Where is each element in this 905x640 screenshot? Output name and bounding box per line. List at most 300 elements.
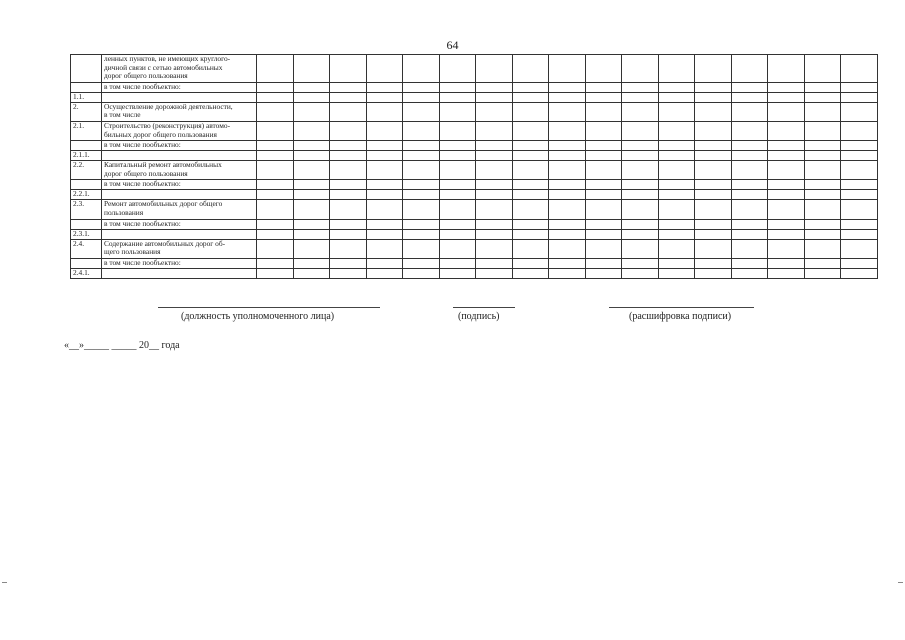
value-cell [366,121,403,140]
value-cell [841,229,878,239]
value-cell [512,92,549,102]
value-cell [512,219,549,229]
value-cell [512,82,549,92]
value-cell [257,92,294,102]
value-cell [512,141,549,151]
value-cell [512,121,549,140]
row-number-cell: 2.3. [71,200,102,219]
value-cell [658,258,695,268]
table-row [71,151,878,161]
table-row [71,258,878,268]
value-cell [658,82,695,92]
value-cell [658,55,695,83]
value-cell [366,151,403,161]
value-cell [768,219,805,229]
value-cell [512,161,549,180]
row-name-cell [102,180,257,190]
decoding-label: (расшифровка подписи) [629,311,732,322]
value-cell [622,102,659,121]
row-number-cell [71,55,102,83]
value-cell [366,82,403,92]
value-cell [549,239,586,258]
value-cell [330,239,367,258]
value-cell [439,219,476,229]
row-name-line: в том числе пообъектно: [104,219,181,228]
value-cell [439,268,476,278]
value-cell [585,151,622,161]
value-cell [330,268,367,278]
value-cell [549,82,586,92]
value-cell [293,82,330,92]
value-cell [330,219,367,229]
value-cell [622,82,659,92]
table-row [71,92,878,102]
value-cell [439,121,476,140]
value-cell [549,200,586,219]
value-cell [585,141,622,151]
table-row [71,190,878,200]
value-cell [658,268,695,278]
value-cell [841,268,878,278]
row-number-cell: 1.1. [71,92,102,102]
row-name-line: Строительство (реконструкция) автомо- [104,121,231,130]
value-cell [403,161,440,180]
table-row [71,219,878,229]
row-name-line: Осуществление дорожной деятельности, [104,102,233,111]
value-cell [293,151,330,161]
value-cell [330,161,367,180]
row-name-cell [102,268,257,278]
value-cell [841,180,878,190]
value-cell [293,200,330,219]
value-cell [439,82,476,92]
row-number-cell: 2.1.1. [71,151,102,161]
value-cell [403,92,440,102]
value-cell [695,151,732,161]
value-cell [585,55,622,83]
value-cell [695,219,732,229]
value-cell [476,82,513,92]
report-table-body [71,55,878,279]
value-cell [841,55,878,83]
value-cell [257,239,294,258]
row-name-line: Содержание автомобильных дорог об- [104,239,226,248]
value-cell [731,200,768,219]
value-cell [330,55,367,83]
row-name-line: Капитальный ремонт автомобильных [104,160,222,170]
value-cell [549,219,586,229]
row-name-line: бильных дорог общего пользования [104,129,217,139]
value-cell [841,200,878,219]
value-cell [403,102,440,121]
value-cell [768,161,805,180]
table-row [71,82,878,92]
value-cell [366,161,403,180]
value-cell [731,102,768,121]
value-cell [622,55,659,83]
value-cell [768,258,805,268]
value-cell [549,55,586,83]
value-cell [366,180,403,190]
value-cell [549,121,586,140]
value-cell [695,180,732,190]
value-cell [549,161,586,180]
row-name-cell [102,219,257,229]
value-cell [293,239,330,258]
value-cell [366,258,403,268]
value-cell [439,239,476,258]
value-cell [804,258,841,268]
value-cell [622,239,659,258]
value-cell [731,180,768,190]
value-cell [476,200,513,219]
value-cell [366,219,403,229]
value-cell [695,141,732,151]
value-cell [549,151,586,161]
value-cell [512,258,549,268]
value-cell [512,55,549,83]
value-cell [293,92,330,102]
value-cell [439,161,476,180]
value-cell [768,92,805,102]
table-row [71,55,878,83]
row-name-cell [102,258,257,268]
value-cell [731,258,768,268]
value-cell [841,190,878,200]
decoding-signature-line [609,307,754,308]
row-name-line: дичной связи с сетью автомобильных [104,62,223,72]
value-cell [585,219,622,229]
row-name-cell [102,151,257,161]
value-cell [622,121,659,140]
value-cell [330,151,367,161]
row-name-cell [102,200,257,219]
value-cell [695,161,732,180]
value-cell [658,92,695,102]
value-cell [293,229,330,239]
value-cell [622,268,659,278]
value-cell [512,102,549,121]
value-cell [403,219,440,229]
value-cell [585,180,622,190]
value-cell [257,180,294,190]
value-cell [366,141,403,151]
value-cell [403,151,440,161]
value-cell [768,151,805,161]
value-cell [622,258,659,268]
value-cell [293,258,330,268]
value-cell [841,161,878,180]
value-cell [476,55,513,83]
value-cell [695,55,732,83]
value-cell [439,92,476,102]
row-number-cell [71,82,102,92]
value-cell [403,121,440,140]
value-cell [841,141,878,151]
value-cell [841,92,878,102]
row-number-cell: 2.3.1. [71,229,102,239]
value-cell [804,141,841,151]
row-number-cell [71,180,102,190]
value-cell [293,161,330,180]
value-cell [731,229,768,239]
value-cell [257,102,294,121]
value-cell [257,55,294,83]
row-name-cell [102,102,257,121]
value-cell [403,229,440,239]
table-row [71,200,878,219]
value-cell [330,102,367,121]
value-cell [585,200,622,219]
value-cell [330,92,367,102]
value-cell [585,268,622,278]
value-cell [658,180,695,190]
value-cell [731,92,768,102]
value-cell [403,180,440,190]
row-number-cell: 2.2.1. [71,190,102,200]
value-cell [366,92,403,102]
scan-edge-mark-right [898,582,903,583]
row-name-cell [102,55,257,83]
value-cell [768,180,805,190]
value-cell [622,151,659,161]
value-cell [476,239,513,258]
value-cell [731,161,768,180]
value-cell [622,190,659,200]
table-row [71,180,878,190]
row-name-line: Ремонт автомобильных дорог общего [104,199,223,209]
value-cell [585,92,622,102]
value-cell [731,239,768,258]
value-cell [658,121,695,140]
row-name-line: в том числе пообъектно: [104,140,181,150]
table-row [71,268,878,278]
value-cell [366,190,403,200]
value-cell [841,239,878,258]
value-cell [804,268,841,278]
value-cell [658,219,695,229]
scan-edge-mark-left [2,582,7,583]
value-cell [841,82,878,92]
value-cell [804,102,841,121]
row-name-line: щего пользования [104,247,161,257]
value-cell [658,239,695,258]
value-cell [257,151,294,161]
value-cell [403,55,440,83]
value-cell [366,55,403,83]
value-cell [403,200,440,219]
value-cell [293,121,330,140]
value-cell [731,268,768,278]
value-cell [731,55,768,83]
value-cell [366,229,403,239]
value-cell [841,121,878,140]
value-cell [622,161,659,180]
value-cell [330,258,367,268]
row-number-cell: 2.2. [71,161,102,180]
row-name-cell [102,121,257,140]
value-cell [658,141,695,151]
value-cell [585,161,622,180]
value-cell [804,151,841,161]
value-cell [768,102,805,121]
value-cell [549,92,586,102]
value-cell [585,102,622,121]
value-cell [549,141,586,151]
value-cell [585,258,622,268]
value-cell [695,190,732,200]
value-cell [549,180,586,190]
value-cell [695,229,732,239]
value-cell [768,190,805,200]
value-cell [731,82,768,92]
value-cell [403,268,440,278]
row-number-cell: 2. [71,102,102,121]
row-number-cell: 2.4. [71,239,102,258]
value-cell [257,268,294,278]
value-cell [366,239,403,258]
row-name-line: в том числе пообъектно: [104,82,181,91]
row-number-cell [71,219,102,229]
value-cell [658,102,695,121]
value-cell [476,151,513,161]
value-cell [439,141,476,151]
value-cell [439,229,476,239]
value-cell [293,102,330,121]
value-cell [622,219,659,229]
value-cell [476,92,513,102]
value-cell [622,200,659,219]
value-cell [731,190,768,200]
value-cell [293,219,330,229]
value-cell [293,190,330,200]
value-cell [695,82,732,92]
value-cell [476,161,513,180]
value-cell [695,268,732,278]
value-cell [695,92,732,102]
position-signature-line [158,307,380,308]
page-number: 64 [446,38,459,52]
value-cell [549,229,586,239]
value-cell [731,121,768,140]
value-cell [330,180,367,190]
value-cell [804,229,841,239]
value-cell [804,92,841,102]
value-cell [293,141,330,151]
value-cell [476,268,513,278]
value-cell [622,229,659,239]
value-cell [768,121,805,140]
row-name-cell [102,190,257,200]
value-cell [257,258,294,268]
value-cell [512,229,549,239]
value-cell [549,102,586,121]
value-cell [366,268,403,278]
value-cell [731,141,768,151]
value-cell [257,161,294,180]
value-cell [731,219,768,229]
value-cell [768,55,805,83]
value-cell [804,121,841,140]
value-cell [549,258,586,268]
value-cell [658,200,695,219]
value-cell [439,258,476,268]
value-cell [841,219,878,229]
value-cell [330,121,367,140]
value-cell [330,200,367,219]
value-cell [512,180,549,190]
value-cell [512,268,549,278]
value-cell [585,229,622,239]
row-name-cell [102,161,257,180]
table-row [71,229,878,239]
value-cell [658,151,695,161]
row-name-line: пользования [104,207,144,217]
table-row [71,102,878,121]
value-cell [658,229,695,239]
value-cell [695,239,732,258]
row-number-cell: 2.1. [71,121,102,140]
value-cell [658,190,695,200]
value-cell [366,102,403,121]
row-name-line: в том числе пообъектно: [104,258,181,267]
value-cell [585,190,622,200]
value-cell [257,219,294,229]
value-cell [768,200,805,219]
value-cell [439,190,476,200]
value-cell [768,229,805,239]
row-name-line: дорог общего пользования [104,71,188,81]
value-cell [512,190,549,200]
value-cell [257,190,294,200]
value-cell [841,102,878,121]
value-cell [293,268,330,278]
report-table [70,54,878,279]
value-cell [804,82,841,92]
value-cell [585,239,622,258]
value-cell [622,92,659,102]
value-cell [804,200,841,219]
position-label: (должность уполномоченного лица) [181,311,335,322]
value-cell [476,102,513,121]
value-cell [257,200,294,219]
row-name-line: дорог общего пользования [104,168,188,178]
signature-line [453,307,515,308]
table-row [71,141,878,151]
row-number-cell: 2.4.1. [71,268,102,278]
value-cell [585,82,622,92]
value-cell [257,121,294,140]
value-cell [768,239,805,258]
value-cell [439,102,476,121]
value-cell [330,82,367,92]
value-cell [476,121,513,140]
value-cell [695,200,732,219]
value-cell [257,141,294,151]
value-cell [804,219,841,229]
value-cell [804,180,841,190]
signature-label: (подпись) [458,311,500,322]
value-cell [330,141,367,151]
value-cell [439,180,476,190]
value-cell [549,268,586,278]
value-cell [439,200,476,219]
value-cell [622,141,659,151]
row-name-line: ленных пунктов, не имеющих круглого- [104,54,231,63]
row-name-cell [102,82,257,92]
row-name-cell [102,92,257,102]
value-cell [476,190,513,200]
